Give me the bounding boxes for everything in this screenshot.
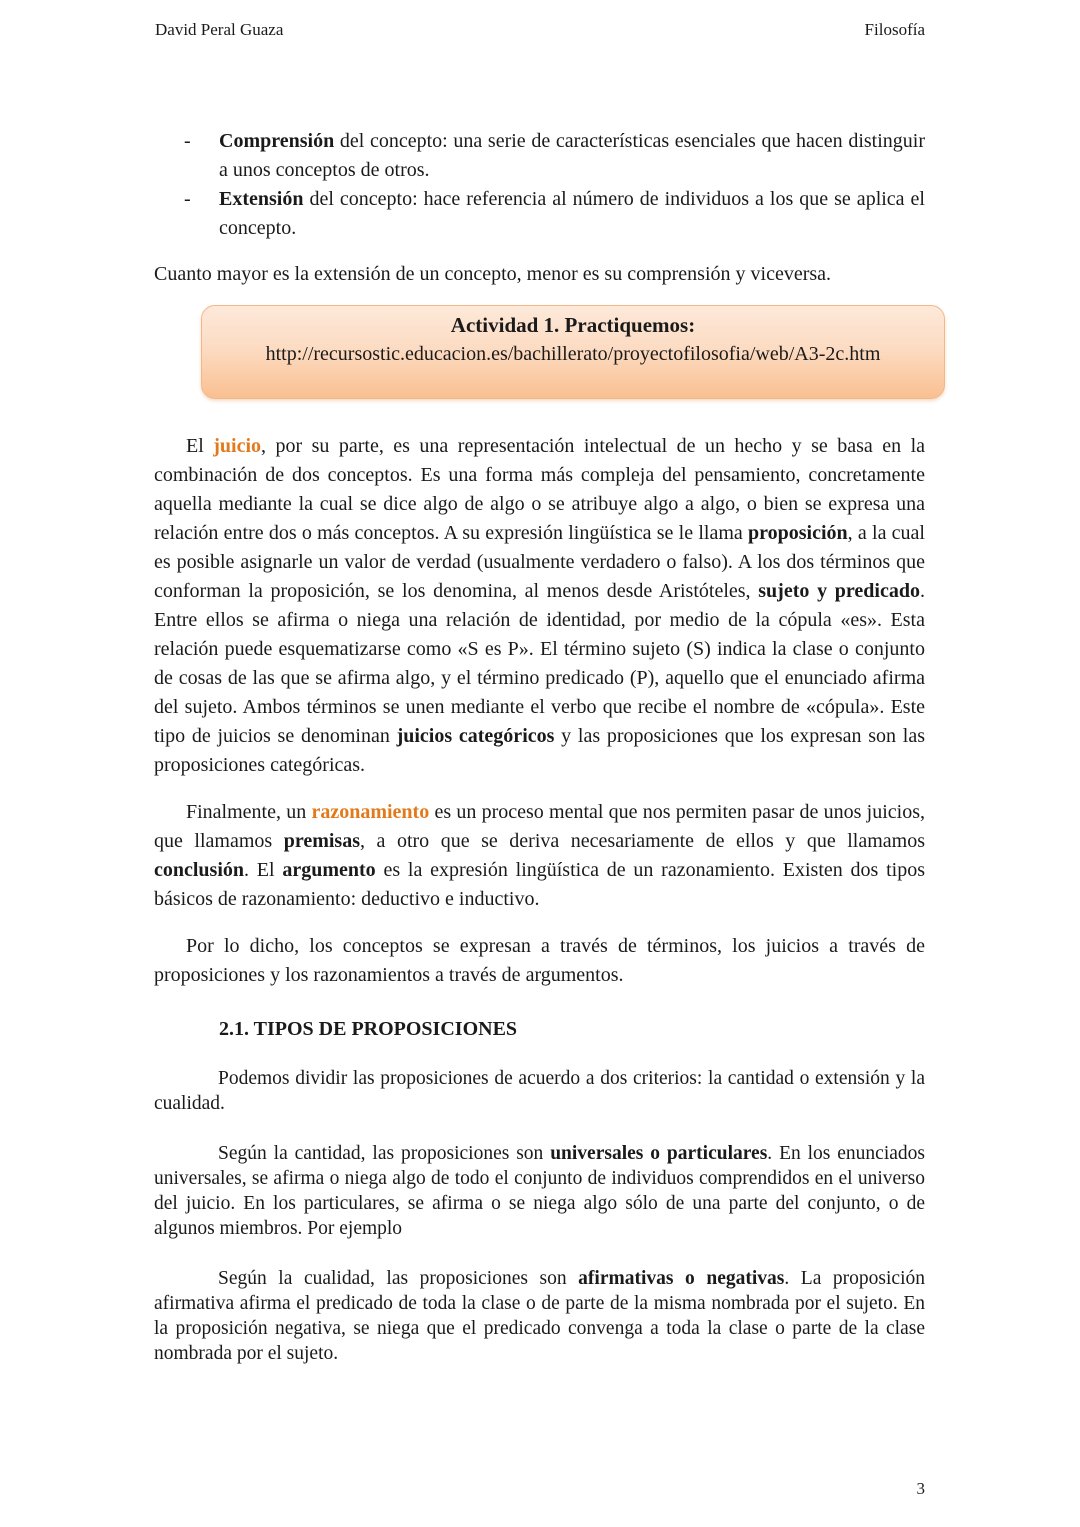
juicio-text-2: , por su parte, es una representación intelectual de un hecho y se basa en la combinación de dos conceptos. Es una forma más compleja del pensamiento, concretamente aquella mediante la cual se dice algo de algo o se atribuye algo a algo, o bien se expresa una relación entre dos o más conceptos. A su expresión lingüística se le llama <box>154 435 926 544</box>
section-heading: 2.1. TIPOS DE PROPOSICIONES <box>219 1018 518 1040</box>
cantidad-bold: universales o particulares <box>550 1143 768 1164</box>
proposicion-term: proposición <box>748 522 848 544</box>
extension-definition: del concepto: hace referencia al número de individuos a los que se aplica el concepto. <box>219 188 925 239</box>
section-intro: Podemos dividir las proposiciones de acuerdo a dos criterios: la cantidad o extensión y la cualidad. <box>154 1068 925 1114</box>
header-subject: Filosofía <box>864 20 925 39</box>
cantidad-paragraph <box>154 1141 925 1241</box>
cualidad-text-1: Según la cualidad, las proposiciones son <box>218 1268 579 1289</box>
list-dash: - <box>184 188 191 210</box>
activity-box <box>201 305 945 399</box>
list-dash: - <box>184 130 191 152</box>
summary-paragraph: Por lo dicho, los conceptos se expresan a través de términos, los juicios a través de proposiciones y los razonamientos a través de argumentos. <box>154 935 925 986</box>
juicio-text-4: . Entre ellos se afirma o niega una relación de identidad, por medio de la cópula «es». Esta relación puede esquematizarse como «S es P». El término sujeto (S) indica la clase o conjunto de cosas de las que se afirma algo, y el término predicado (P), aquello que el enunciado afirma del sujeto. Ambos términos se unen mediante el verbo que recibe el nombre de «cópula». Este tipo de juicios se denominan <box>154 580 925 747</box>
razonamiento-text-5: es la expresión lingüística de un razonamiento. Existen dos tipos básicos de razonamiento: deductivo e inductivo. <box>154 859 925 910</box>
cualidad-text-2: . La proposición afirmativa afirma el predicado de toda la clase o de parte de la misma nombrada por el sujeto. En la proposición negativa, se niega que el predicado convenga a toda la clase o parte de la clase nombrada por el sujeto. <box>154 1268 925 1364</box>
list-item-extension <box>154 185 925 243</box>
header-author: David Peral Guaza <box>155 20 284 39</box>
activity-title: Actividad 1. Practiquemos: <box>450 313 696 337</box>
term-comprension: Comprensión <box>219 130 335 152</box>
juicios-categoricos-term: juicios categóricos <box>396 725 555 747</box>
extension-comprension-statement: Cuanto mayor es la extensión de un concepto, menor es su comprensión y viceversa. <box>154 263 832 285</box>
page-number: 3 <box>916 1479 925 1498</box>
cualidad-paragraph <box>154 1266 925 1366</box>
juicio-text-3: , a la cual es posible asignarle un valor de verdad (usualmente verdadero o falso). A los dos términos que conforman la proposición, se los denomina, al menos desde Aristóteles, <box>154 522 925 602</box>
cantidad-text-2: . En los enunciados universales, se afirma o niega algo de todo el conjunto de individuos comprendidos en el universo del juicio. En los particulares, se afirma o se niega algo sólo de una parte del conjunto, o de algunos miembros. Por ejemplo <box>154 1143 925 1239</box>
activity-link[interactable]: http://recursostic.educacion.es/bachillerato/proyectofilosofia/web/A3-2c.htm <box>265 343 881 365</box>
page-header <box>155 20 925 46</box>
razonamiento-text-4: . El <box>244 859 283 881</box>
juicio-text-1: El <box>186 435 214 457</box>
sujeto-predicado-term: sujeto y predicado <box>758 580 920 602</box>
cualidad-bold: afirmativas o negativas <box>578 1268 785 1289</box>
conclusion-term: conclusión <box>154 859 245 881</box>
razonamiento-text-1: Finalmente, un <box>186 801 312 823</box>
term-extension: Extensión <box>219 188 304 210</box>
juicio-term: juicio <box>213 435 262 457</box>
juicio-text-5: y las proposiciones que los expresan son las proposiciones categóricas. <box>154 725 925 776</box>
argumento-term: argumento <box>282 859 376 881</box>
razonamiento-term: razonamiento <box>311 801 430 823</box>
concept-properties-list <box>154 127 925 243</box>
list-item-comprension <box>154 127 925 185</box>
page-content <box>154 127 925 1366</box>
juicio-paragraph <box>154 432 925 780</box>
comprension-definition: del concepto: una serie de características esenciales que hacen distinguir a unos conceptos de otros. <box>219 130 925 181</box>
razonamiento-text-2: es un proceso mental que nos permiten pasar de unos juicios, que llamamos <box>154 801 925 852</box>
premisas-term: premisas <box>283 830 361 852</box>
razonamiento-paragraph <box>154 798 925 914</box>
cantidad-text-1: Según la cantidad, las proposiciones son <box>218 1143 551 1164</box>
razonamiento-text-3: , a otro que se deriva necesariamente de ellos y que llamamos <box>360 830 925 852</box>
